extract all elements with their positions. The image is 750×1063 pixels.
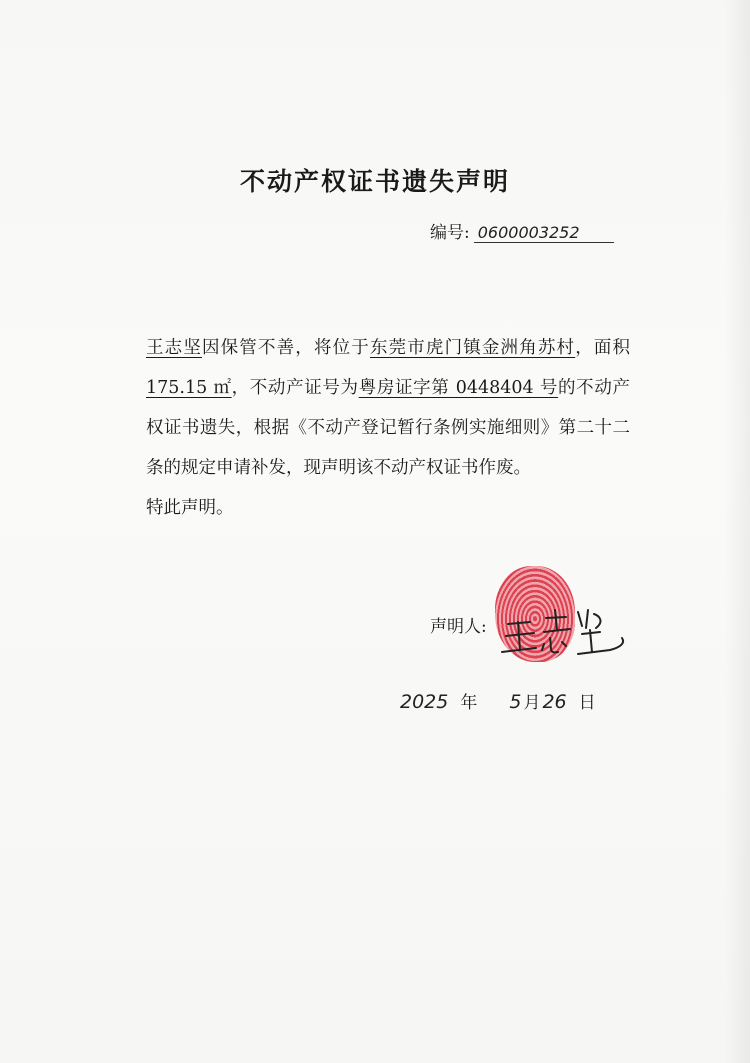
number-label: 编号:	[430, 223, 470, 243]
scan-shadow	[724, 0, 750, 1063]
date-row	[400, 688, 596, 713]
page-title: 不动产权证书遗失声明	[239, 167, 510, 196]
certificate-number: 粤房证字第 0448404 号	[358, 378, 559, 398]
closing-statement: 特此声明。	[146, 498, 234, 518]
declaration-body	[110, 328, 630, 528]
day-label: 日	[578, 693, 596, 713]
number-handwritten: 0600003252	[477, 223, 580, 242]
month-label: 月	[523, 693, 541, 713]
owner-name: 王志坚	[146, 338, 202, 358]
year-label: 年	[460, 693, 478, 713]
document-number	[430, 218, 614, 243]
text-segment: 因保管不善，将位于	[201, 338, 370, 358]
declaration-paragraph	[110, 328, 630, 488]
signature-row	[430, 612, 487, 637]
handwritten-signature	[500, 600, 630, 670]
text-segment: 的不动产权证书遗失，根据《不动产登记暂行条例实施细则》第二十二条的规定申请补发，现声明该不动产权证书作废。	[146, 378, 630, 478]
property-area: 175.15 ㎡	[146, 378, 232, 398]
signature-label: 声明人:	[430, 617, 487, 637]
text-segment: ，面积	[575, 338, 631, 358]
number-field	[474, 220, 614, 243]
date-month: 5	[509, 691, 522, 713]
text-segment: ，不动产证号为	[231, 378, 359, 398]
property-location: 东莞市虎门镇金洲角苏村	[369, 338, 576, 358]
date-day: 26	[542, 691, 567, 713]
date-year: 2025	[400, 691, 449, 713]
